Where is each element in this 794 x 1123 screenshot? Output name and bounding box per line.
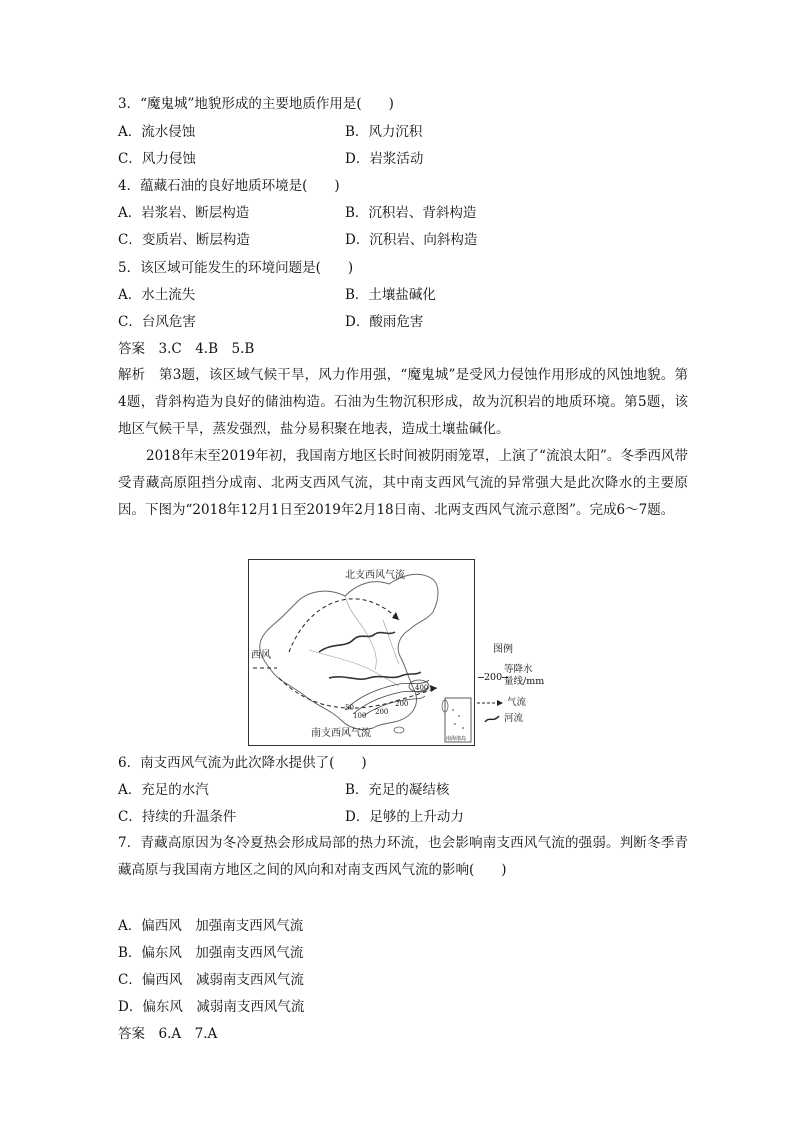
q5-option-d: D．酸雨危害 — [345, 314, 424, 330]
q7-option-a: A．偏西风 加强南支西风气流 — [118, 918, 304, 934]
legend-title: 图例 — [493, 644, 513, 655]
river-icon — [483, 714, 501, 724]
westerly-airflow-map — [248, 559, 475, 746]
q4-option-b: B．沉积岩、背斜构造 — [345, 205, 477, 221]
passage-6-7: 2018年末至2019年初，我国南方地区长时间被阴雨笼罩，上演了“流浪太阳”。冬季西风带受青藏高原阻挡分成南、北两支西风气流，其中南支西风气流的异常强大是此次降水的主要原因。下图为“2018年12月1日至2019年2月18日南、北两支西风气流示意图”。完成6～7题。 — [118, 448, 688, 518]
legend-isohyet-text: 等降水 — [504, 664, 533, 675]
answer-6-7: 答案 6.A 7.A — [118, 1026, 218, 1042]
north-branch-label: 北支西风气流 — [345, 570, 405, 581]
q4-option-d: D．沉积岩、向斜构造 — [345, 232, 478, 248]
isohyet-label: 50 — [345, 704, 354, 712]
analysis-3-5: 解析 第3题，该区域气候干旱，风力作用强，“魔鬼城”是受风力侵蚀作用形成的风蚀地貌。第4题，背斜构造为良好的储油构造。石油为生物沉积形成，故为沉积岩的地质环境。第5题，该地区气候干旱，蒸发强烈，盐分易积聚在地表，造成土壤盐碱化。 — [118, 367, 688, 437]
isohyet-label: 200 — [375, 708, 389, 716]
q6-option-b: B．充足的凝结核 — [345, 782, 450, 798]
south-branch-label: 南支西风气流 — [311, 728, 371, 739]
q4-stem: 4．蕴藏石油的良好地质环境是( ) — [118, 178, 340, 194]
q6-option-d: D．足够的上升动力 — [345, 809, 464, 825]
q5-option-a: A．水土流失 — [118, 287, 196, 303]
q6-option-c: C．持续的升温条件 — [118, 809, 237, 825]
q5-option-c: C．台风危害 — [118, 314, 196, 330]
legend-river-item — [483, 713, 523, 724]
legend-isohyet-number: 200 — [484, 672, 503, 683]
yellow-river — [319, 632, 395, 652]
q7-option-c: C．偏西风 减弱南支西风气流 — [118, 972, 304, 988]
q3-option-b: B．风力沉积 — [345, 124, 423, 140]
isohyet-label: 200 — [395, 700, 409, 708]
inset-caption: 南海诸岛 — [446, 736, 467, 742]
q5-stem: 5．该区域可能发生的环境问题是( ) — [118, 260, 354, 276]
legend-river-label: 河流 — [504, 713, 524, 724]
q7-option-d: D．偏东风 减弱南支西风气流 — [118, 999, 305, 1015]
q3-stem: 3．“魔鬼城”地貌形成的主要地质作用是( ) — [118, 96, 394, 112]
q5-option-b: B．土壤盐碱化 — [345, 287, 436, 303]
legend-airflow-label: 气流 — [507, 697, 527, 708]
q3-option-d: D．岩浆活动 — [345, 151, 424, 167]
west-wind-label: 西风 — [251, 650, 271, 661]
q4-option-a: A．岩浆岩、断层构造 — [118, 205, 250, 221]
dashed-arrow-icon — [476, 699, 504, 707]
legend-airflow-item — [476, 697, 526, 708]
q7-option-b: B．偏东风 加强南支西风气流 — [118, 945, 304, 961]
q6-stem: 6．南支西风气流为此次降水提供了( ) — [118, 755, 367, 771]
isohyet-label: 400 — [415, 684, 429, 692]
isohyet-label: 100 — [353, 712, 367, 720]
q6-option-a: A．充足的水汽 — [118, 782, 209, 798]
q3-option-c: C．风力侵蚀 — [118, 151, 196, 167]
legend-isohyet-text2: 量线/mm — [504, 676, 545, 687]
answer-3-5: 答案 3.C 4.B 5.B — [118, 341, 255, 357]
south-branch-airflow — [279, 678, 437, 708]
q7-stem: 7．青藏高原因为冬冷夏热会形成局部的热力环流，也会影响南支西风气流的强弱。判断冬季青藏高原与我国南方地区之间的风向和对南支西风气流的影响( ) — [118, 835, 688, 878]
q3-option-a: A．流水侵蚀 — [118, 124, 196, 140]
q4-option-c: C．变质岩、断层构造 — [118, 232, 250, 248]
